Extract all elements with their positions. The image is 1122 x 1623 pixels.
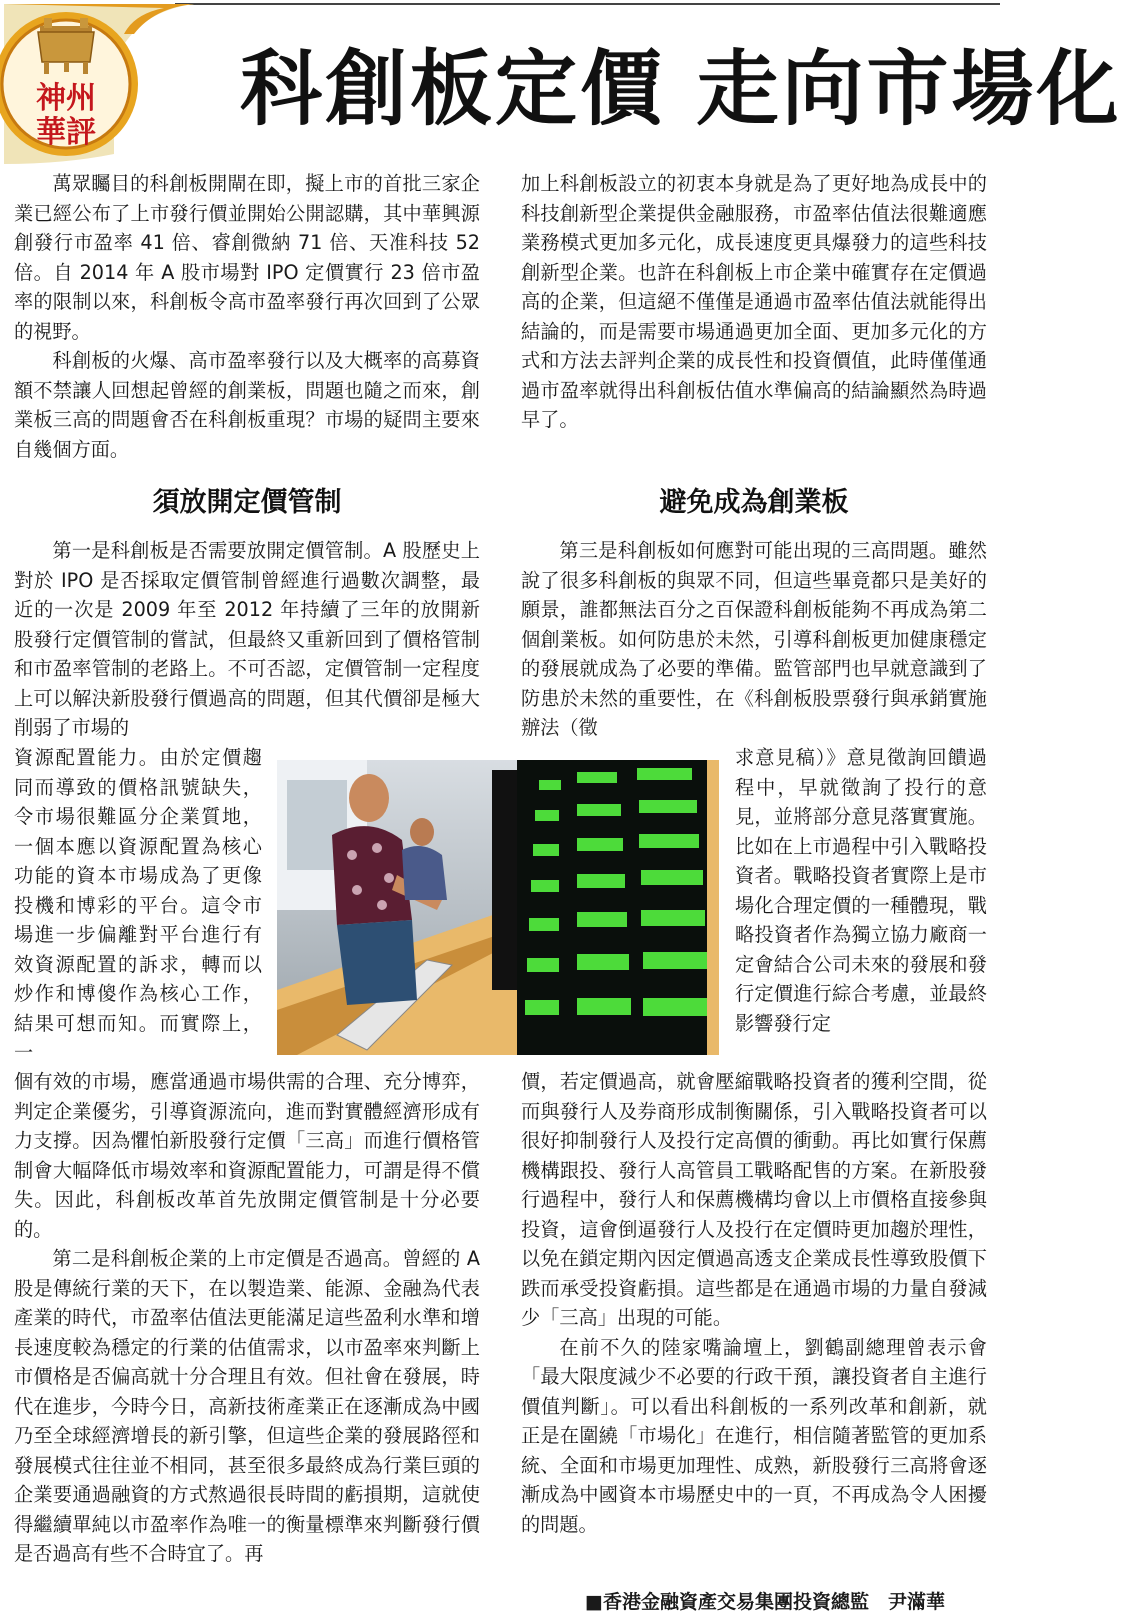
paragraph: 個有效的市場，應當通過市場供需的合理、充分博弈，判定企業優劣，引導資源流向，進而對實體經濟形成有力支撐。因為懼怕新股發行定價「三高」而進行價格管制會大幅降低市場效率和資源配置能力，可謂是得不償失。因此，科創板改革首先放開定價管制是十分必要的。 — [14, 1070, 480, 1241]
column-logo — [4, 4, 194, 164]
logo-text-2: 華評 — [36, 115, 96, 150]
right-column-section3 — [521, 536, 987, 743]
left-column-intro — [14, 169, 480, 464]
subheading-left: 須放開定價管制 — [152, 487, 342, 518]
paragraph: 在前不久的陸家嘴論壇上，劉鶴副總理曾表示會「最大限度減少不必要的行政干預，讓投資者自主進行價值判斷」。可以看出科創板的一系列改革和創新，就正是在圍繞「市場化」在進行，相信隨著監管的更加系統、全面和市場更加理性、成熟，新股發行三高將會逐漸成為中國資本市場歷史中的一頁，不再成為令人困擾的問題。 — [521, 1335, 987, 1536]
right-column-narrow — [735, 743, 987, 1038]
ding-vessel-icon — [38, 18, 94, 74]
paragraph: 第一是科創板是否需要放開定價管制。A 股歷史上對於 IPO 是否採取定價管制曾經進行過數次調整，最近的一次是 2009 年至 2012 年持續了三年的放開新股發行定價管制的嘗試，但最終又重新回到了價格管制和市盈率管制的老路上。不可否認，定價管制一定程度上可以解決新股發行價過高的問題，但其代價卻是極大削弱了市場的 — [14, 539, 480, 739]
paragraph: 求意見稿）》意見徵詢回饋過程中，早就徵詢了投行的意見，並將部分意見落實實施。比如在上市過程中引入戰略投資者。戰略投資者實際上是市場化合理定價的一種體現，戰略投資者作為獨立協力廠商一定會結合公司未來的發展和發行定價進行綜合考慮，並最終影響發行定 — [735, 746, 987, 1035]
top-rule — [175, 3, 1000, 5]
left-column-section2 — [14, 1067, 480, 1569]
left-column-section1 — [14, 536, 480, 743]
paragraph: 資源配置能力。由於定價趨同而導致的價格訊號缺失，令市場很難區分企業質地，一個本應以資源配置為核心功能的資本市場成為了更像投機和博彩的平台。這令市場進一步偏離對平台進行有效資源配置的訴求，轉而以炒作和博傻作為核心工作，結果可想而知。而實際上，一 — [14, 746, 262, 1064]
subheading-right: 避免成為創業板 — [659, 487, 849, 518]
paragraph: 第二是科創板企業的上市定價是否過高。曾經的 A 股是傳統行業的天下，在以製造業、能源、金融為代表產業的時代，市盈率估值法更能滿足這些盈利水準和增長速度較為穩定的行業的估值需求，以市盈率來判斷上市價格是否偏高就十分合理且有效。但社會在發展，時代在進步，今時今日，高新技術產業正在逐漸成為中國乃至全球經濟增長的新引擎，但這些企業的發展路徑和發展模式往往並不相同，甚至很多最終成為行業巨頭的企業要通過融資的方式熬過很長時間的虧損期，這就使得繼續單純以市盈率作為唯一的衡量標準來判斷發行價是否過高有些不合時宜了。再 — [14, 1247, 480, 1565]
article-headline: 科創板定價 走向市場化 — [240, 41, 1122, 137]
paragraph: 第三是科創板如何應對可能出現的三高問題。雖然說了很多科創板的與眾不同，但這些畢竟都只是美好的願景，誰都無法百分之百保證科創板能夠不再成為第二個創業板。如何防患於未然，引導科創板更加健康穩定的發展就成為了必要的準備。監管部門也早就意識到了防患於未然的重要性，在《科創板股票發行與承銷實施辦法（徵 — [521, 539, 987, 739]
stock-trading-photo — [277, 760, 719, 1055]
paragraph: 科創板的火爆、高市盈率發行以及大概率的高募資額不禁讓人回想起曾經的創業板，問題也隨之而來，創業板三高的問題會否在科創板重現？市場的疑問主要來自幾個方面。 — [14, 349, 480, 461]
author-byline: ■香港金融資產交易集團投資總監 尹滿華 — [585, 1591, 945, 1613]
right-column-intro — [521, 169, 987, 435]
paragraph: 萬眾矚目的科創板開閘在即，擬上市的首批三家企業已經公布了上市發行價並開始公開認購，其中華興源創發行市盈率 41 倍、睿創微納 71 倍、天准科技 52 倍。自 2014 年 A 股市場對 IPO 定價實行 23 倍市盈率的限制以來，科創板令高市盈率發行再次回到了公眾的視野。 — [14, 172, 480, 343]
logo-text-1: 神州 — [36, 81, 96, 116]
paragraph: 價，若定價過高，就會壓縮戰略投資者的獲利空間，從而與發行人及券商形成制衡關係，引入戰略投資者可以很好抑制發行人及投行定高價的衝動。再比如實行保薦機構跟投、發行人高管員工戰略配售的方案。在新股發行過程中，發行人和保薦機構均會以上市價格直接參與投資，這會倒逼發行人及投行在定價時更加趨於理性，以免在鎖定期內因定價過高透支企業成長性導致股價下跌而承受投資虧損。這些都是在通過市場的力量自發減少「三高」出現的可能。 — [521, 1070, 987, 1329]
right-column-section4 — [521, 1067, 987, 1539]
left-column-narrow — [14, 743, 262, 1068]
paragraph: 加上科創板設立的初衷本身就是為了更好地為成長中的科技創新型企業提供金融服務，市盈率估值法很難適應業務模式更加多元化，成長速度更具爆發力的這些科技創新型企業。也許在科創板上市企業中確實存在定價過高的企業，但這絕不僅僅是通過市盈率估值法就能得出結論的，而是需要市場通過更加全面、更加多元化的方式和方法去評判企業的成長性和投資價值，此時僅僅通過市盈率就得出科創板估值水準偏高的結論顯然為時過早了。 — [521, 172, 987, 431]
article-photo — [277, 760, 719, 1055]
